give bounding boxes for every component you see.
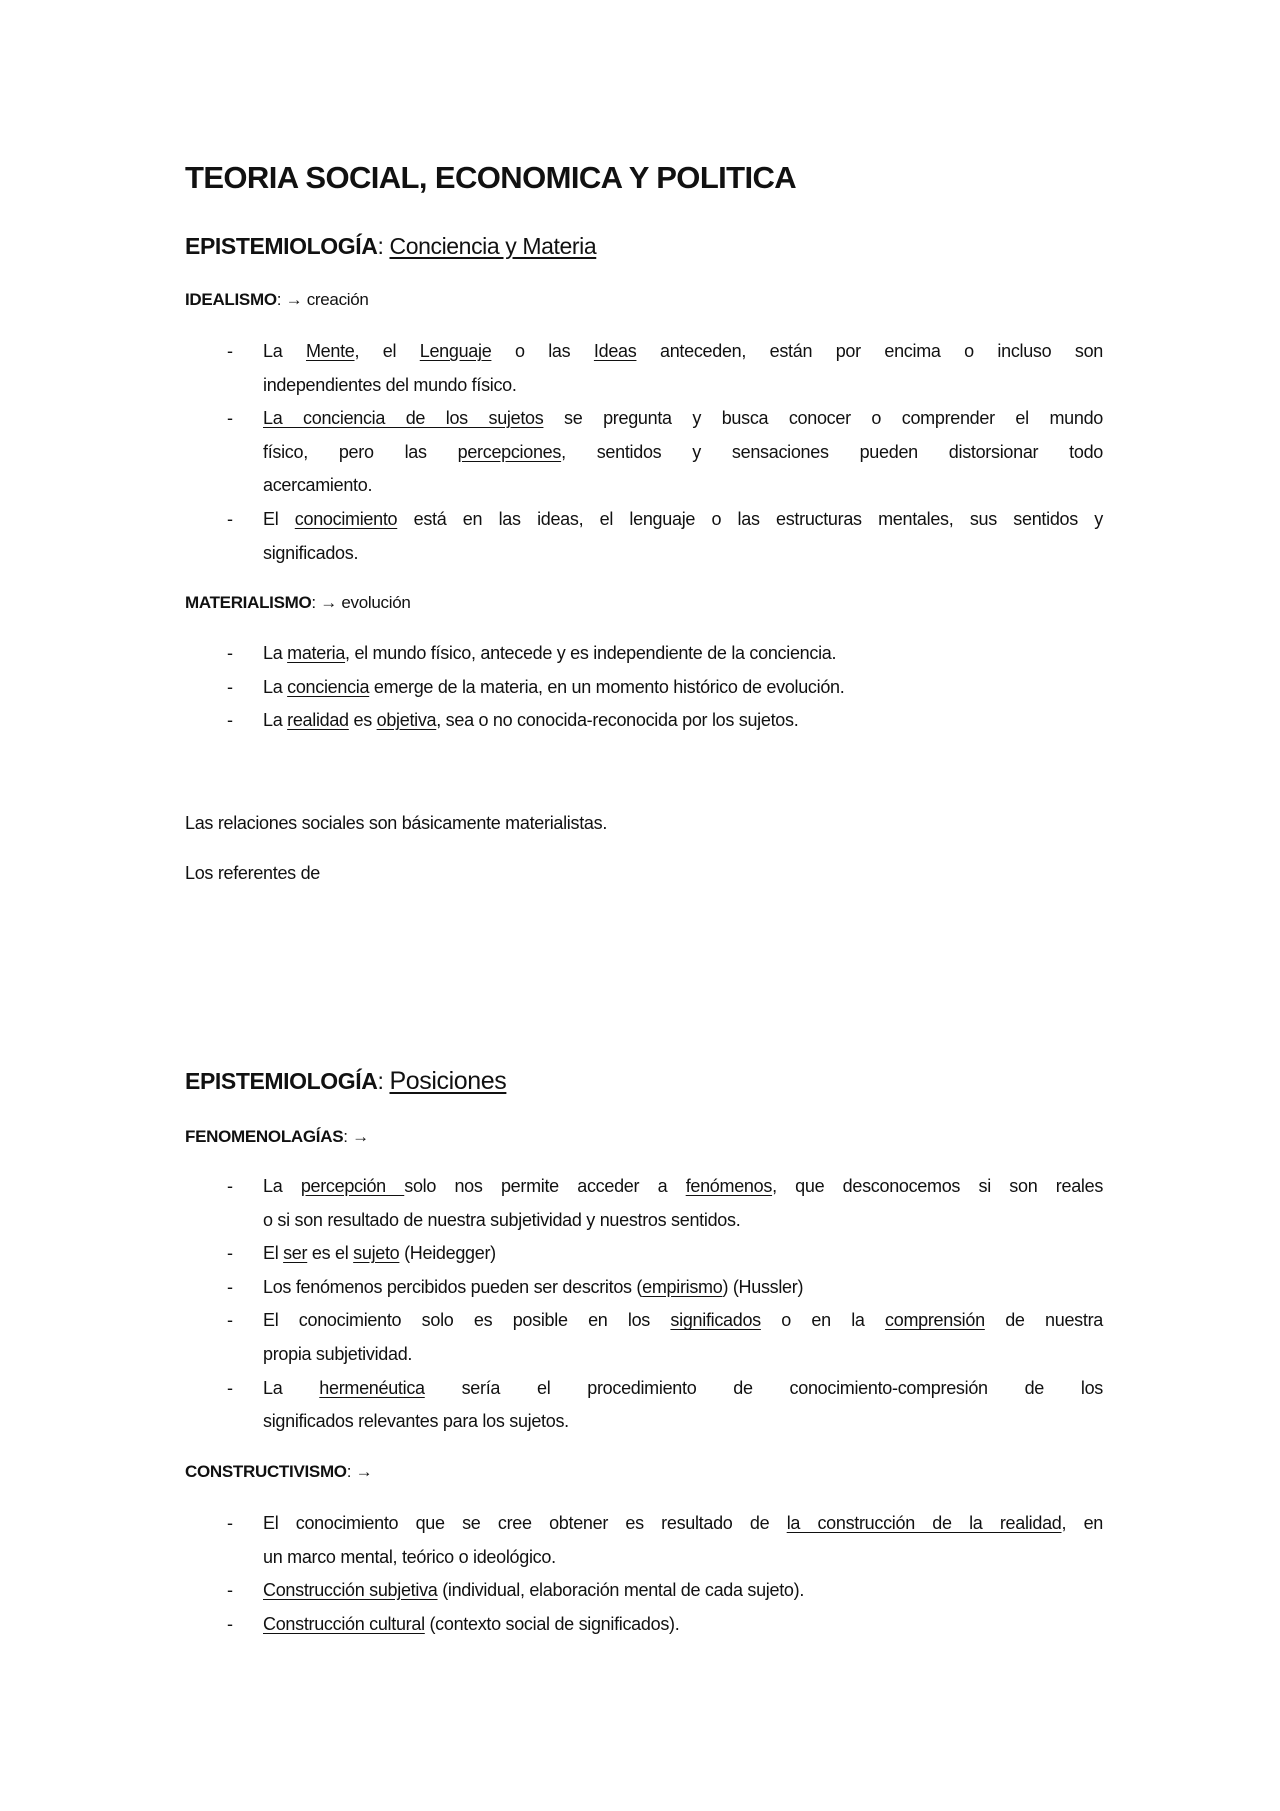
underlined-term: significados <box>670 1310 761 1331</box>
subheading-label: IDEALISMO <box>185 290 277 309</box>
text-segment: o en la <box>760 1310 886 1331</box>
text-line <box>263 1204 1103 1238</box>
subheading-label: CONSTRUCTIVISMO <box>185 1462 347 1481</box>
underlined-term: hermenéutica <box>319 1377 425 1398</box>
text-segment: El conocimiento que se cree obtener es resultado de <box>263 1513 787 1533</box>
subheading-arrow-text: : → <box>343 1127 369 1146</box>
text-segment: La <box>263 676 288 697</box>
text-segment: de nuestra <box>984 1310 1103 1331</box>
text-line <box>263 335 1103 369</box>
underlined-term: conocimiento <box>294 508 398 529</box>
underlined-term: la construcción de la realidad <box>786 1513 1062 1533</box>
subheading-label: MATERIALISMO <box>185 593 312 612</box>
bullet-dash: - <box>227 676 233 697</box>
text-segment: propia subjetividad. <box>263 1343 413 1364</box>
text-segment: es <box>348 710 377 731</box>
bullet-dash: - <box>227 1613 233 1634</box>
text-segment: Los fenómenos percibidos pueden ser descritos ( <box>263 1276 643 1297</box>
section-heading-conciencia-materia <box>185 231 596 261</box>
text-segment: significados relevantes para los sujetos. <box>263 1411 569 1432</box>
text-line <box>263 1271 1103 1305</box>
heading-subtitle: Conciencia y Materia <box>389 233 597 259</box>
bullet-dash: - <box>227 1276 233 1297</box>
text-segment: significados. <box>263 542 359 563</box>
bullet-dash: - <box>227 1513 233 1533</box>
bullet-dash: - <box>227 710 233 731</box>
text-line <box>263 1574 1103 1608</box>
text-line <box>263 1541 1103 1575</box>
underlined-term: Mente <box>305 341 355 361</box>
text-line <box>263 402 1103 436</box>
bullet-dash: - <box>227 1580 233 1601</box>
bullet-dash: - <box>227 1176 233 1196</box>
heading-label: EPISTEMIOLOGÍA <box>185 1068 378 1094</box>
bullet-dash: - <box>227 341 233 361</box>
text-line <box>263 436 1103 470</box>
text-segment: un marco mental, teórico o ideológico. <box>263 1546 556 1567</box>
list-item <box>185 503 1103 570</box>
heading-colon: : <box>377 233 384 259</box>
fenomenologias-list <box>185 1170 1103 1439</box>
bullet-dash: - <box>227 1243 233 1264</box>
text-line <box>263 1170 1103 1204</box>
list-item <box>185 637 1103 671</box>
bullet-dash: - <box>227 1310 233 1331</box>
list-item <box>185 1271 1103 1305</box>
underlined-term: sujeto <box>353 1243 400 1264</box>
text-segment: (Heidegger) <box>399 1243 496 1264</box>
text-line <box>263 1304 1103 1338</box>
text-segment: El <box>263 1243 284 1264</box>
constructivismo-list <box>185 1507 1103 1641</box>
text-line <box>263 1507 1103 1541</box>
text-segment: , que desconocemos si son reales <box>772 1176 1104 1196</box>
paragraph-referentes: Los referentes de <box>185 863 320 883</box>
underlined-term: fenómenos <box>685 1176 773 1196</box>
bullet-dash: - <box>227 508 233 529</box>
subheading-label: FENOMENOLAGÍAS <box>185 1127 344 1146</box>
subheading-idealismo <box>185 283 369 317</box>
text-segment: La <box>263 341 306 361</box>
subheading-arrow-text: : → <box>346 1462 373 1481</box>
text-line <box>263 1405 1103 1439</box>
list-item <box>185 1507 1103 1574</box>
list-item <box>185 1372 1103 1439</box>
text-segment: se pregunta y busca conocer o comprender el mundo <box>543 408 1103 429</box>
text-line <box>263 1372 1103 1406</box>
list-item <box>185 402 1103 503</box>
text-segment: , sea o no conocida-reconocida por los sujetos. <box>436 710 799 731</box>
text-segment: anteceden, están por encima o incluso son <box>636 341 1104 361</box>
subheading-materialismo <box>185 586 411 620</box>
text-line <box>263 637 1103 671</box>
text-line <box>263 537 1103 571</box>
list-item <box>185 671 1103 705</box>
section-heading-posiciones <box>185 1066 506 1096</box>
underlined-term: ser <box>283 1243 308 1264</box>
heading-colon: : <box>377 1068 384 1094</box>
text-segment: , en <box>1061 1513 1104 1533</box>
text-segment: sería el procedimiento de conocimiento-compresión de los <box>424 1377 1103 1398</box>
list-item <box>185 335 1103 402</box>
document-title: TEORIA SOCIAL, ECONOMICA Y POLITICA <box>185 160 797 195</box>
subheading-fenomenologias <box>185 1120 369 1154</box>
text-segment: La <box>263 643 288 663</box>
text-line <box>263 1608 1103 1642</box>
list-item <box>185 1608 1103 1642</box>
underlined-term: Ideas <box>593 341 637 361</box>
list-item <box>185 1304 1103 1371</box>
bullet-dash: - <box>227 1377 233 1398</box>
materialismo-list <box>185 637 1103 738</box>
text-line <box>263 671 1103 705</box>
text-segment: emerge de la materia, en un momento histórico de evolución. <box>369 676 845 697</box>
heading-subtitle: Posiciones <box>389 1067 507 1095</box>
text-line <box>263 704 1103 738</box>
text-segment: La <box>263 1176 301 1196</box>
text-line <box>263 469 1103 503</box>
idealismo-list <box>185 335 1103 570</box>
underlined-term: materia <box>287 643 346 663</box>
text-line <box>263 369 1103 403</box>
text-segment: , el mundo físico, antecede y es independiente de la conciencia. <box>345 643 837 663</box>
text-segment: es el <box>307 1243 354 1264</box>
text-segment: ) (Hussler) <box>722 1276 804 1297</box>
text-segment: (individual, elaboración mental de cada sujeto). <box>437 1580 805 1601</box>
bullet-dash: - <box>227 408 233 429</box>
text-segment: (contexto social de significados). <box>424 1613 680 1634</box>
text-segment: , sentidos y sensaciones pueden distorsionar todo <box>561 441 1103 462</box>
list-item <box>185 1170 1103 1237</box>
text-segment: independientes del mundo físico. <box>263 374 517 395</box>
text-segment: La <box>263 710 288 731</box>
underlined-term: percepción <box>300 1176 405 1196</box>
text-segment: o si son resultado de nuestra subjetividad y nuestros sentidos. <box>263 1209 741 1230</box>
underlined-term: Lenguaje <box>419 341 492 361</box>
heading-label: EPISTEMIOLOGÍA <box>185 233 378 259</box>
underlined-term: realidad <box>287 710 349 731</box>
subheading-arrow-text: : → creación <box>276 290 369 309</box>
text-segment: o las <box>491 341 594 361</box>
subheading-arrow-text: : → evolución <box>311 593 411 612</box>
text-line <box>263 1237 1103 1271</box>
list-item <box>185 1237 1103 1271</box>
subheading-constructivismo <box>185 1455 372 1489</box>
underlined-term: La conciencia de los sujetos <box>263 408 544 429</box>
underlined-term: Construcción subjetiva <box>263 1580 438 1601</box>
text-segment: acercamiento. <box>263 475 373 496</box>
underlined-term: conciencia <box>287 676 370 697</box>
paragraph-relaciones-sociales: Las relaciones sociales son básicamente materialistas. <box>185 813 608 833</box>
list-item <box>185 1574 1103 1608</box>
text-segment: está en las ideas, el lenguaje o las estructuras mentales, sus sentidos y <box>397 508 1104 529</box>
text-segment: El conocimiento solo es posible en los <box>263 1310 671 1331</box>
text-line <box>263 503 1103 537</box>
bullet-dash: - <box>227 643 233 663</box>
text-segment: El <box>263 508 295 529</box>
text-line <box>263 1338 1103 1372</box>
underlined-term: Construcción cultural <box>263 1613 425 1634</box>
text-segment: La <box>263 1377 320 1398</box>
text-segment: solo nos permite acceder a <box>404 1176 686 1196</box>
list-item <box>185 704 1103 738</box>
underlined-term: empirismo <box>642 1276 723 1297</box>
underlined-term: objetiva <box>376 710 437 731</box>
underlined-term: comprensión <box>885 1310 985 1331</box>
text-segment: , el <box>354 341 420 361</box>
text-segment: físico, pero las <box>263 441 458 462</box>
underlined-term: percepciones <box>457 441 562 462</box>
